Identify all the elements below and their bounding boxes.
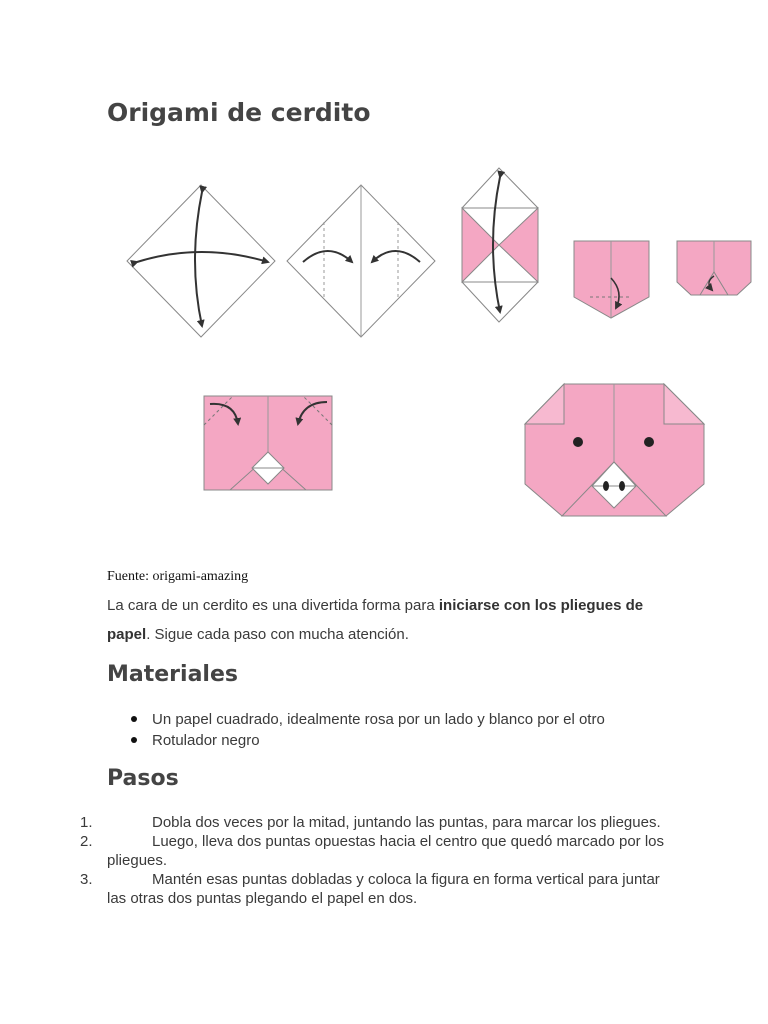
image-source-caption: Fuente: origami-amazing — [107, 569, 249, 584]
step-text: Mantén esas puntas dobladas y coloca la figura en forma vertical para juntar las otras dos puntas plegando el papel en dos. — [107, 871, 660, 907]
intro-text-end: . Sigue cada paso con mucha atención. — [146, 626, 409, 643]
step-text: Dobla dos veces por la mitad, juntando las puntas, para marcar los pliegues. — [152, 814, 661, 831]
step-number: 3. — [80, 871, 93, 888]
fold-step-3-diagram — [462, 168, 538, 322]
step-text: Luego, lleva dos puntas opuestas hacia el centro que quedó marcado por los pliegues. — [107, 833, 665, 869]
intro-text: La cara de un cerdito es una divertida forma para — [107, 597, 439, 614]
page-title: Origami de cerdito — [107, 98, 371, 127]
materials-list — [107, 709, 732, 751]
steps-list — [80, 813, 680, 908]
list-item — [80, 813, 680, 832]
intro-bold-text: iniciarse con los pliegues de papel — [107, 597, 644, 643]
list-item: Rotulador negro — [152, 730, 732, 751]
materials-heading: Materiales — [107, 662, 238, 687]
pig-face-final-diagram — [525, 384, 704, 516]
intro-paragraph — [107, 591, 667, 649]
fold-step-1-diagram — [127, 185, 275, 337]
fold-step-4-diagram — [574, 241, 649, 318]
fold-step-2-diagram — [287, 185, 435, 337]
list-item — [80, 832, 680, 870]
list-item — [80, 870, 680, 908]
fold-step-6-diagram — [204, 396, 332, 490]
step-number: 2. — [80, 833, 93, 850]
steps-heading: Pasos — [107, 766, 179, 791]
fold-step-5-diagram — [677, 241, 751, 295]
list-item: Un papel cuadrado, idealmente rosa por un lado y blanco por el otro — [152, 709, 732, 730]
step-number: 1. — [80, 814, 93, 831]
